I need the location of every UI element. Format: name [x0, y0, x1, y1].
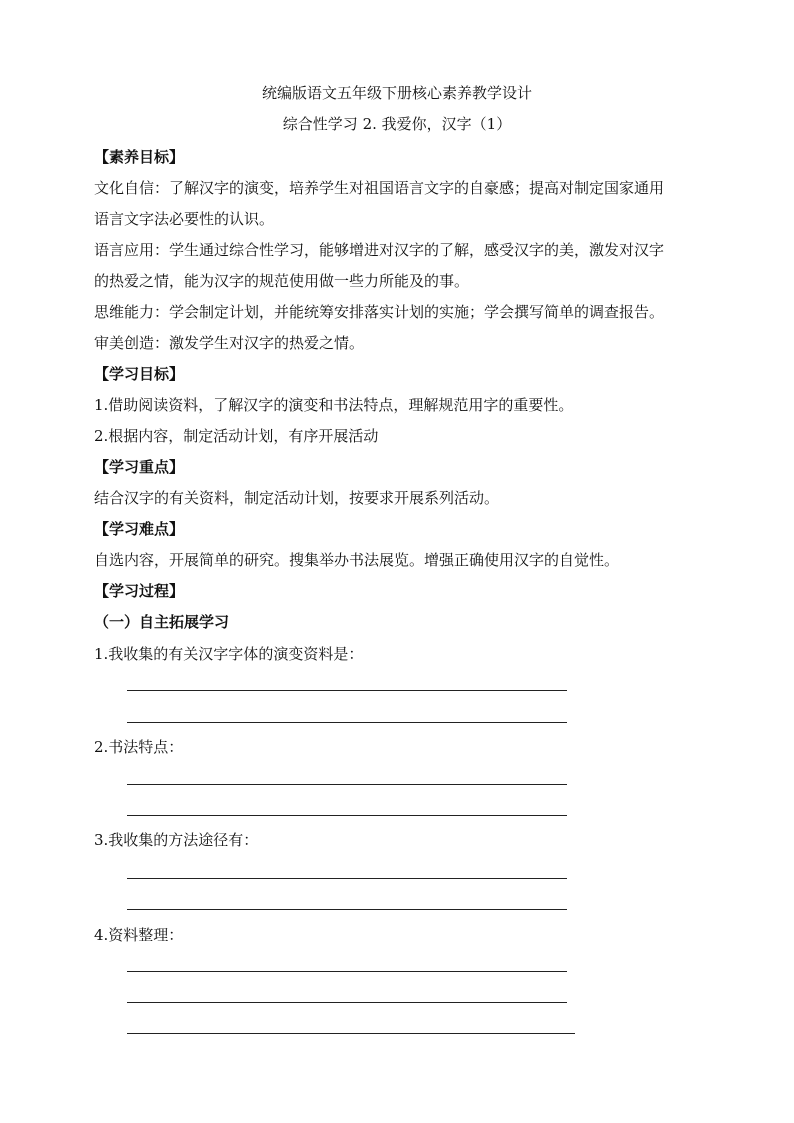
answer-blank-line[interactable]	[127, 784, 567, 785]
key-points-heading: 【学习重点】	[94, 458, 185, 476]
answer-blank-line[interactable]	[127, 909, 567, 910]
literacy-goal-line: 的热爱之情，能为汉字的规范使用做一些力所能及的事。	[94, 272, 470, 290]
process-item: 2.书法特点：	[94, 738, 184, 756]
process-item: 3.我收集的方法途径有：	[94, 831, 259, 849]
process-item: 1.我收集的有关汉字字体的演变资料是：	[94, 645, 364, 663]
difficulties-heading: 【学习难点】	[94, 520, 185, 538]
lesson-subtitle: 综合性学习 2. 我爱你，汉字（1）	[282, 115, 512, 133]
answer-blank-line[interactable]	[127, 971, 567, 972]
literacy-goals-heading: 【素养目标】	[94, 148, 185, 166]
difficulties-line: 自选内容，开展简单的研究。搜集举办书法展览。增强正确使用汉字的自觉性。	[94, 551, 620, 569]
process-subheading: （一）自主拓展学习	[94, 613, 230, 631]
literacy-goal-line: 语言应用：学生通过综合性学习，能够增进对汉字的了解，感受汉字的美，激发对汉字	[94, 241, 665, 259]
literacy-goal-line: 语言文字法必要性的认识。	[94, 210, 275, 228]
document-title: 统编版语文五年级下册核心素养教学设计	[261, 84, 532, 102]
answer-blank-line[interactable]	[127, 690, 567, 691]
process-item: 4.资料整理：	[94, 926, 184, 944]
answer-blank-line[interactable]	[127, 1002, 567, 1003]
answer-blank-line[interactable]	[127, 815, 567, 816]
answer-blank-line[interactable]	[127, 722, 567, 723]
answer-blank-line[interactable]	[127, 1033, 575, 1034]
learning-goal-line: 1.借助阅读资料，了解汉字的演变和书法特点，理解规范用字的重要性。	[94, 396, 574, 414]
learning-goals-heading: 【学习目标】	[94, 365, 185, 383]
literacy-goal-line: 审美创造：激发学生对汉字的热爱之情。	[94, 334, 365, 352]
answer-blank-line[interactable]	[127, 878, 567, 879]
key-points-line: 结合汉字的有关资料，制定活动计划，按要求开展系列活动。	[94, 489, 500, 507]
literacy-goal-line: 文化自信：了解汉字的演变，培养学生对祖国语言文字的自豪感；提高对制定国家通用	[94, 179, 665, 197]
learning-goal-line: 2.根据内容，制定活动计划，有序开展活动	[94, 427, 379, 445]
process-heading: 【学习过程】	[94, 582, 185, 600]
literacy-goal-line: 思维能力：学会制定计划，并能统筹安排落实计划的实施；学会撰写简单的调查报告。	[94, 303, 665, 321]
